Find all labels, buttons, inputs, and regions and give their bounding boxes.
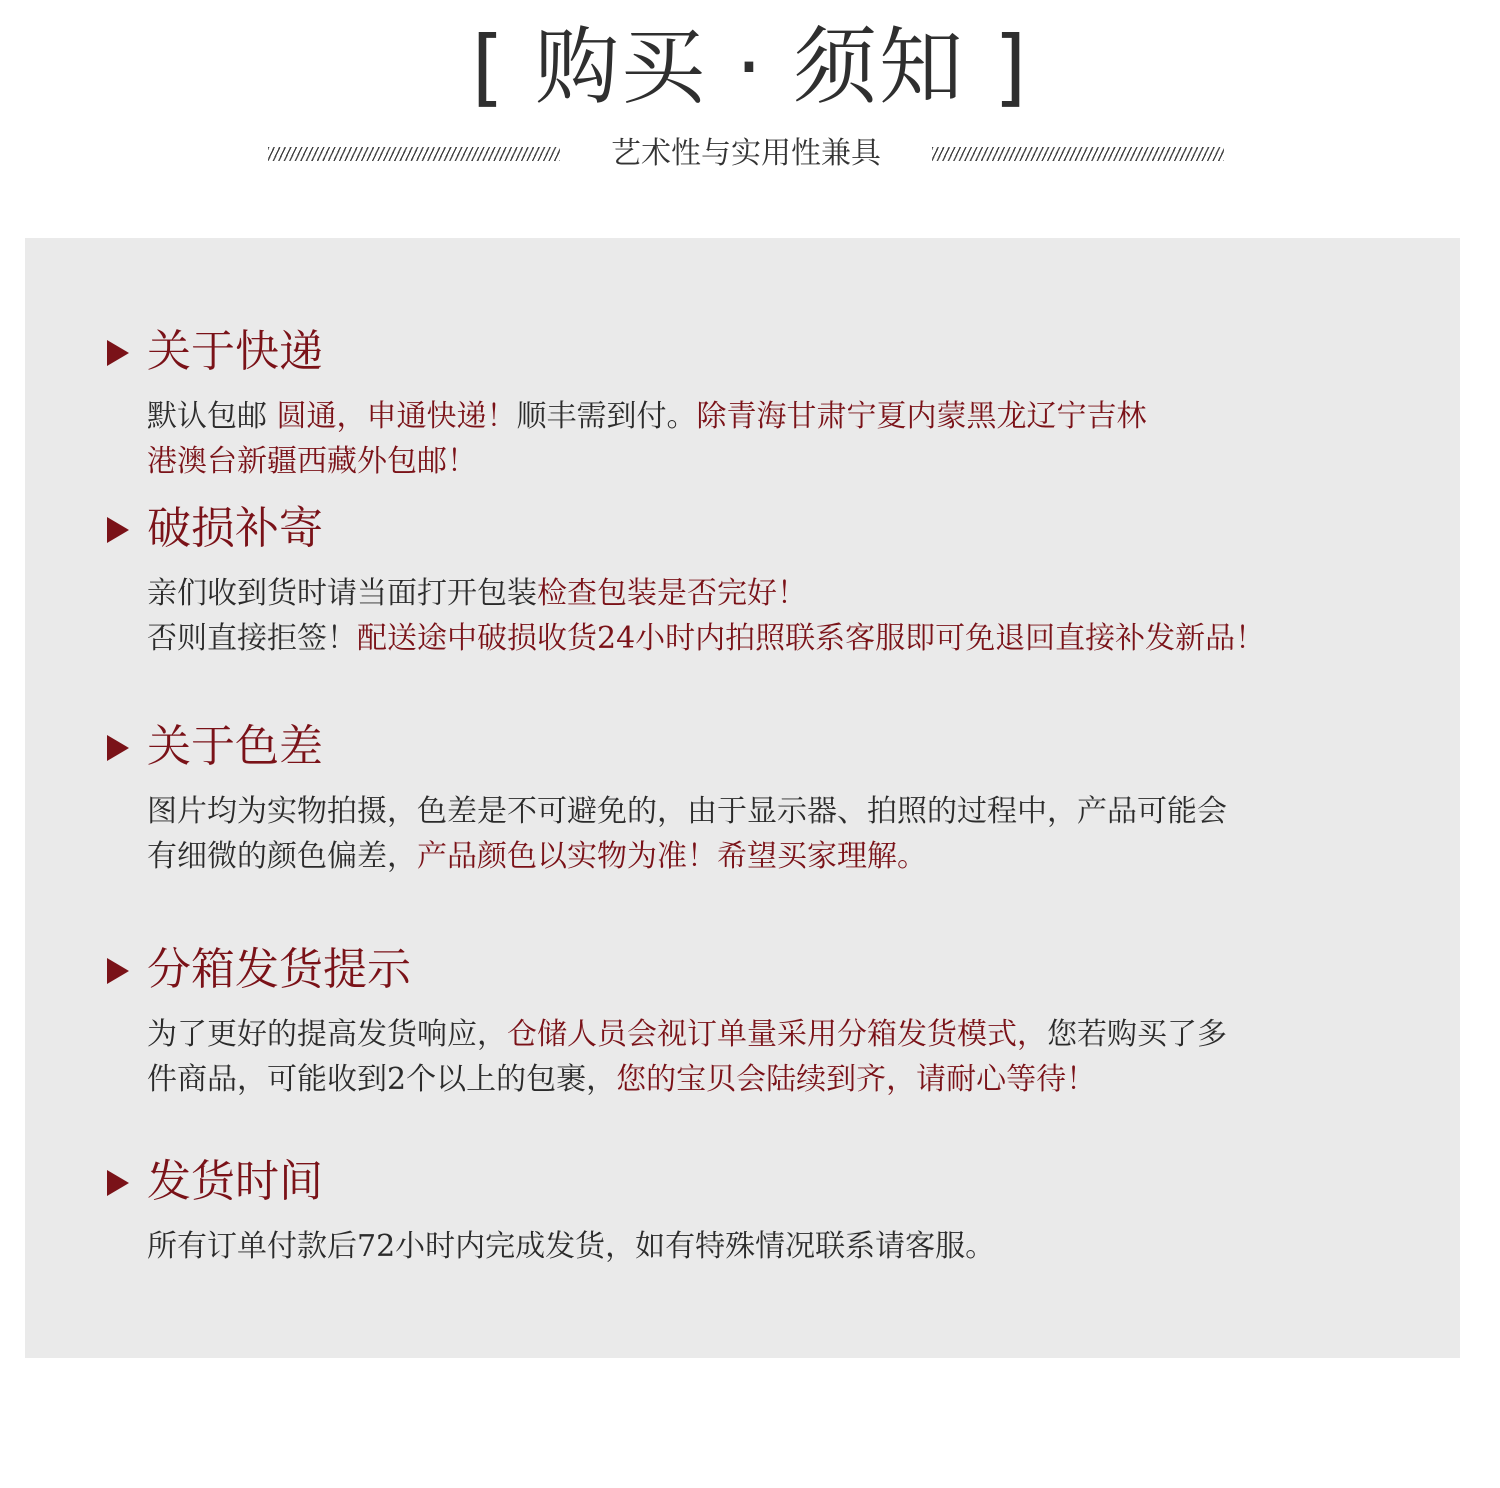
section-title: 破损补寄 [147,503,323,554]
page-title: [ 购买 · 须知 ] [471,18,1029,116]
body-line [147,1224,1395,1269]
section-title: 分箱发货提示 [147,944,411,995]
body-line [147,834,1395,879]
text-run: 您若购买了多 [1047,1017,1227,1052]
section-express [105,320,1395,484]
section-body [147,571,1395,661]
section-body [147,789,1395,879]
text-run: 亲们收到货时请当面打开包装 [147,576,537,611]
text-run: 所有订单付款后72小时内完成发货，如有特殊情况联系请客服。 [147,1229,996,1264]
section-heading [105,1150,1395,1214]
highlight-run: 检查包装是否完好！ [537,576,807,611]
section-title: 发货时间 [147,1156,323,1207]
triangle-bullet-icon [107,340,129,366]
triangle-bullet-icon [107,958,129,984]
hatch-divider-right [932,147,1224,161]
section-heading [105,715,1395,779]
highlight-run: 产品颜色以实物为准！希望买家理解。 [417,839,927,874]
section-split-shipping [105,938,1395,1102]
body-line [147,616,1395,661]
text-run: 默认包邮 [147,399,277,434]
body-line [147,394,1395,439]
triangle-bullet-icon [107,517,129,543]
highlight-run: 港澳台新疆西藏外包邮！ [147,444,477,479]
section-damage [105,497,1395,661]
body-line [147,789,1395,834]
section-body [147,1224,1395,1269]
section-heading [105,938,1395,1002]
section-title: 关于色差 [147,721,323,772]
text-run: 顺丰需到付。 [516,399,697,434]
highlight-run: 配送途中破损收货24小时内拍照联系客服即可免退回直接补发新品！ [357,621,1266,656]
text-run: 图片均为实物拍摄，色差是不可避免的，由于显示器、拍照的过程中，产品可能会 [147,794,1227,829]
body-line [147,439,1395,484]
section-shipping-time [105,1150,1395,1269]
hatch-divider-left [268,147,560,161]
text-run: 有细微的颜色偏差， [147,839,417,874]
body-line [147,1012,1395,1057]
body-line [147,1057,1395,1102]
triangle-bullet-icon [107,735,129,761]
highlight-run: 除青海甘肃宁夏内蒙黑龙辽宁吉林 [696,399,1147,434]
section-heading [105,320,1395,384]
section-body [147,394,1395,484]
text-run: 件商品，可能收到2个以上的包裹， [147,1062,617,1097]
body-line [147,571,1395,616]
highlight-run: 您的宝贝会陆续到齐，请耐心等待！ [616,1062,1097,1097]
text-run: 否则直接拒签！ [147,621,357,656]
page-subtitle: 艺术性与实用性兼具 [611,136,881,171]
section-title: 关于快递 [147,326,323,377]
section-heading [105,497,1395,561]
triangle-bullet-icon [107,1170,129,1196]
highlight-run: 仓储人员会视订单量采用分箱发货模式， [507,1017,1047,1052]
text-run: 为了更好的提高发货响应， [147,1017,507,1052]
section-body [147,1012,1395,1102]
section-color-difference [105,715,1395,879]
subtitle-row [0,130,1500,180]
highlight-run: 圆通，申通快递！ [276,399,517,434]
